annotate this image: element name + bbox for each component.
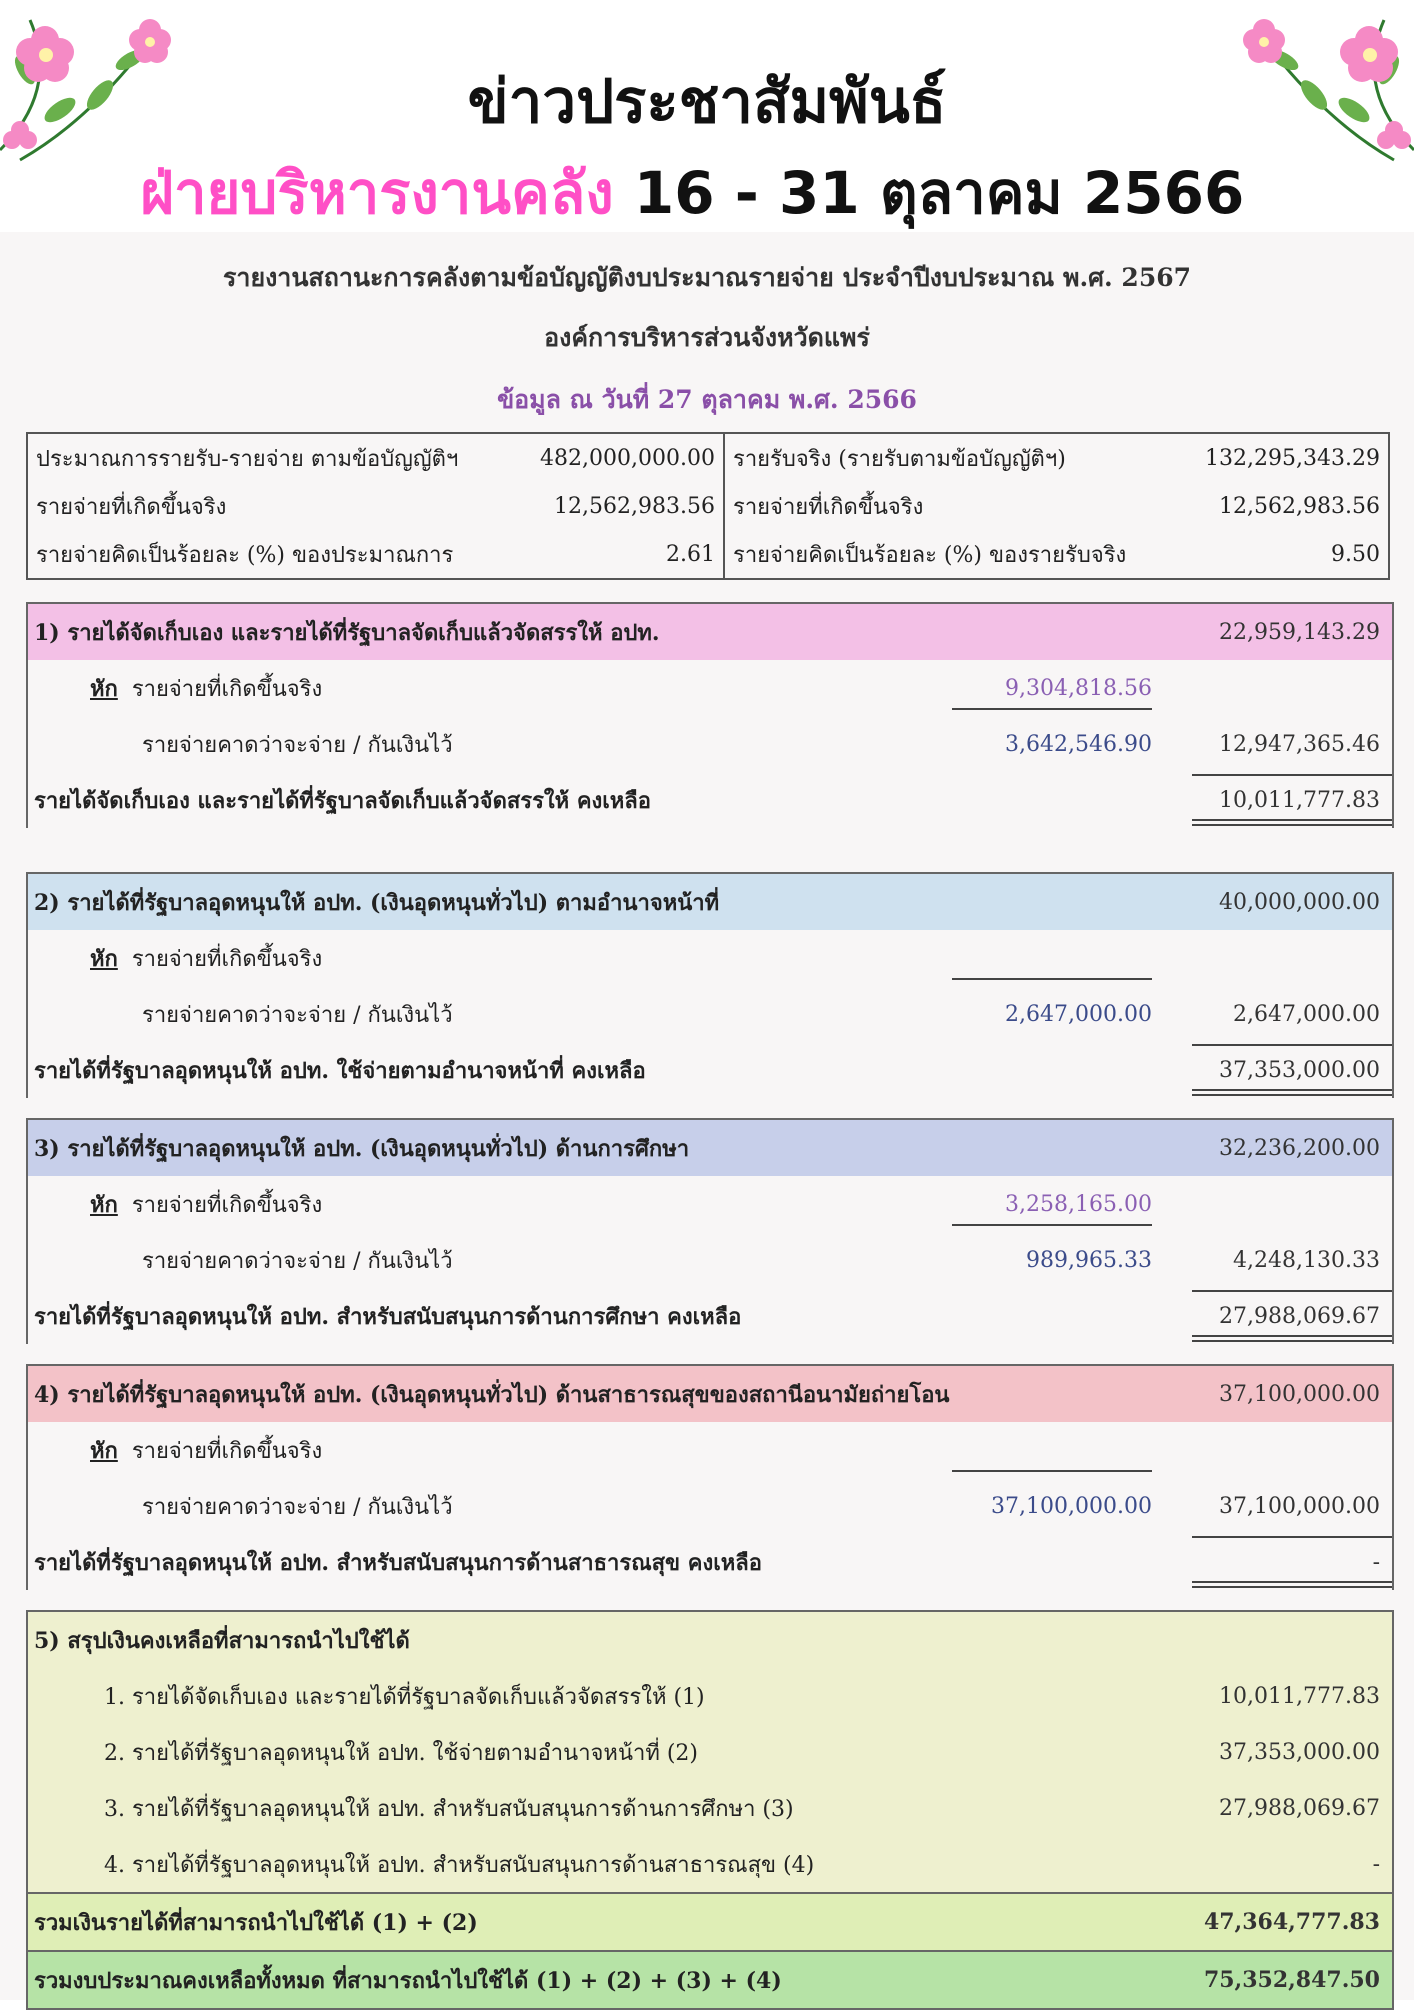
deduct-row — [28, 1422, 1392, 1478]
deduct-row — [28, 930, 1392, 986]
remain-value: - — [1372, 1549, 1380, 1575]
banner-header — [0, 0, 1414, 232]
pending-value: 2,647,000.00 — [1005, 1001, 1152, 1027]
section-header — [28, 1366, 1392, 1422]
total-row — [28, 1892, 1392, 1950]
actual-expense-value: 3,258,165.00 — [1005, 1191, 1152, 1217]
deduct-row — [28, 660, 1392, 716]
remain-label: รายได้ที่รัฐบาลอุดหนุนให้ อปท. สำหรับสนับสนุนการด้านการศึกษา คงเหลือ — [34, 1303, 742, 1330]
section-title: 3) รายได้ที่รัฐบาลอุดหนุนให้ อปท. (เงินอุดหนุนทั่วไป) ด้านการศึกษา — [34, 1135, 690, 1162]
list-item: 1. รายได้จัดเก็บเอง และรายได้ที่รัฐบาลจัดเก็บแล้วจัดสรรให้ (1) 10,011,777.83 — [28, 1668, 1392, 1724]
pending-row — [28, 1232, 1392, 1288]
remain-label: รายได้จัดเก็บเอง และรายได้ที่รัฐบาลจัดเก็บแล้วจัดสรรให้ คงเหลือ — [34, 787, 651, 814]
double-underline — [1192, 819, 1392, 826]
table-row — [27, 482, 1389, 530]
report-date: ข้อมูล ณ วันที่ 27 ตุลาคม พ.ศ. 2566 — [497, 385, 917, 414]
divider — [952, 708, 1152, 710]
section-title: 4) รายได้ที่รัฐบาลอุดหนุนให้ อปท. (เงินอุดหนุนทั่วไป) ด้านสาธารณสุขของสถานีอนามัยถ่ายโอน — [34, 1381, 950, 1408]
section-1 — [26, 602, 1394, 828]
summary-value: 9.50 — [1331, 541, 1380, 567]
section-header — [28, 1612, 1392, 1668]
grand-total-label: รวมงบประมาณคงเหลือทั้งหมด ที่สามารถนำไปใช้ได้ (1) + (2) + (3) + (4) — [34, 1967, 782, 1994]
total-value: 47,364,777.83 — [1203, 1909, 1380, 1935]
summary-label: รายจ่ายคิดเป็นร้อยละ (%) ของรายรับจริง — [733, 542, 1127, 568]
pending-label: รายจ่ายคาดว่าจะจ่าย / กันเงินไว้ — [142, 1248, 453, 1274]
pending-label: รายจ่ายคาดว่าจะจ่าย / กันเงินไว้ — [142, 1002, 453, 1028]
list-item: 3. รายได้ที่รัฐบาลอุดหนุนให้ อปท. สำหรับสนับสนุนการด้านการศึกษา (3) 27,988,069.67 — [28, 1780, 1392, 1836]
department-name: ฝ่ายบริหารงานคลัง — [140, 159, 614, 227]
double-underline — [1192, 1089, 1392, 1096]
list-item: 4. รายได้ที่รัฐบาลอุดหนุนให้ อปท. สำหรับสนับสนุนการด้านสาธารณสุข (4) - — [28, 1836, 1392, 1892]
deduction-total: 2,647,000.00 — [1233, 1001, 1380, 1027]
summary-label: รายรับจริง (รายรับตามข้อบัญญัติฯ) — [733, 446, 1066, 472]
list-item: 2. รายได้ที่รัฐบาลอุดหนุนให้ อปท. ใช้จ่ายตามอำนาจหน้าที่ (2) 37,353,000.00 — [28, 1724, 1392, 1780]
summary-table — [26, 432, 1390, 580]
section-amount: 40,000,000.00 — [1219, 889, 1380, 915]
deduct-row — [28, 1176, 1392, 1232]
section-amount: 37,100,000.00 — [1219, 1381, 1380, 1407]
section-4 — [26, 1364, 1394, 1590]
remain-row — [28, 1288, 1392, 1344]
section-header — [28, 604, 1392, 660]
summary-value: 482,000,000.00 — [512, 433, 724, 482]
remain-value: 37,353,000.00 — [1219, 1057, 1380, 1083]
summary-label: ประมาณการรายรับ-รายจ่าย ตามข้อบัญญัติฯ — [36, 446, 459, 472]
report-document — [0, 232, 1414, 2000]
summary-value: 12,562,983.56 — [512, 482, 724, 530]
total-label: รวมเงินรายได้ที่สามารถนำไปใช้ได้ (1) + (2) — [34, 1909, 478, 1936]
table-row — [27, 530, 1389, 579]
remain-row — [28, 772, 1392, 828]
summary-label: รายจ่ายที่เกิดขึ้นจริง — [36, 494, 227, 520]
section-title: 2) รายได้ที่รัฐบาลอุดหนุนให้ อปท. (เงินอุดหนุนทั่วไป) ตามอำนาจหน้าที่ — [34, 889, 720, 916]
pending-label: รายจ่ายคาดว่าจะจ่าย / กันเงินไว้ — [142, 732, 453, 758]
pending-label: รายจ่ายคาดว่าจะจ่าย / กันเงินไว้ — [142, 1494, 453, 1520]
section-3 — [26, 1118, 1394, 1344]
summary-label: รายจ่ายคิดเป็นร้อยละ (%) ของประมาณการ — [36, 542, 454, 568]
double-underline — [1192, 1581, 1392, 1588]
remain-row — [28, 1534, 1392, 1590]
double-underline — [1192, 1335, 1392, 1342]
pending-value: 37,100,000.00 — [991, 1493, 1152, 1519]
summary-value: 2.61 — [512, 530, 724, 579]
deduction-total: 12,947,365.46 — [1219, 731, 1380, 757]
deduct-label: หัก รายจ่ายที่เกิดขึ้นจริง — [90, 1191, 323, 1218]
remain-value: 10,011,777.83 — [1219, 787, 1380, 813]
deduction-total: 4,248,130.33 — [1233, 1247, 1380, 1273]
deduct-label: หัก รายจ่ายที่เกิดขึ้นจริง — [90, 1437, 323, 1464]
section-header — [28, 874, 1392, 930]
summary-value: 132,295,343.29 — [1205, 445, 1380, 471]
divider — [952, 978, 1152, 980]
section-header — [28, 1120, 1392, 1176]
section-5 — [26, 1610, 1394, 2010]
section-2 — [26, 872, 1394, 1098]
deduct-label: หัก รายจ่ายที่เกิดขึ้นจริง — [90, 675, 323, 702]
remain-label: รายได้ที่รัฐบาลอุดหนุนให้ อปท. ใช้จ่ายตามอำนาจหน้าที่ คงเหลือ — [34, 1057, 646, 1084]
deduct-label: หัก รายจ่ายที่เกิดขึ้นจริง — [90, 945, 323, 972]
remain-value: 27,988,069.67 — [1219, 1303, 1380, 1329]
pending-value: 989,965.33 — [1026, 1247, 1152, 1273]
remain-label: รายได้ที่รัฐบาลอุดหนุนให้ อปท. สำหรับสนับสนุนการด้านสาธารณสุข คงเหลือ — [34, 1549, 762, 1576]
divider — [952, 1470, 1152, 1472]
banner-subtitle — [140, 146, 1244, 239]
report-title: รายงานสถานะการคลังตามข้อบัญญัติงบประมาณรายจ่าย ประจำปีงบประมาณ พ.ศ. 2567 — [222, 263, 1192, 292]
pending-value: 3,642,546.90 — [1005, 731, 1152, 757]
section-title: 1) รายได้จัดเก็บเอง และรายได้ที่รัฐบาลจัดเก็บแล้วจัดสรรให้ อปท. — [34, 619, 660, 646]
pending-row — [28, 1478, 1392, 1534]
pending-row — [28, 986, 1392, 1042]
section-title: 5) สรุปเงินคงเหลือที่สามารถนำไปใช้ได้ — [34, 1627, 410, 1654]
summary-value: 12,562,983.56 — [1219, 493, 1380, 519]
organization-name: องค์การบริหารส่วนจังหวัดแพร่ — [544, 323, 870, 352]
banner-title: ข่าวประชาสัมพันธ์ — [467, 67, 947, 137]
summary-label: รายจ่ายที่เกิดขึ้นจริง — [733, 494, 924, 520]
actual-expense-value: 9,304,818.56 — [1005, 675, 1152, 701]
remain-row — [28, 1042, 1392, 1098]
date-range: 16 - 31 ตุลาคม 2566 — [633, 159, 1245, 227]
grand-total-row — [28, 1950, 1392, 2008]
divider — [952, 1224, 1152, 1226]
grand-total-value: 75,352,847.50 — [1203, 1967, 1380, 1993]
pending-row — [28, 716, 1392, 772]
section-amount: 22,959,143.29 — [1219, 619, 1380, 645]
section-amount: 32,236,200.00 — [1219, 1135, 1380, 1161]
table-row — [27, 433, 1389, 482]
deduction-total: 37,100,000.00 — [1219, 1493, 1380, 1519]
